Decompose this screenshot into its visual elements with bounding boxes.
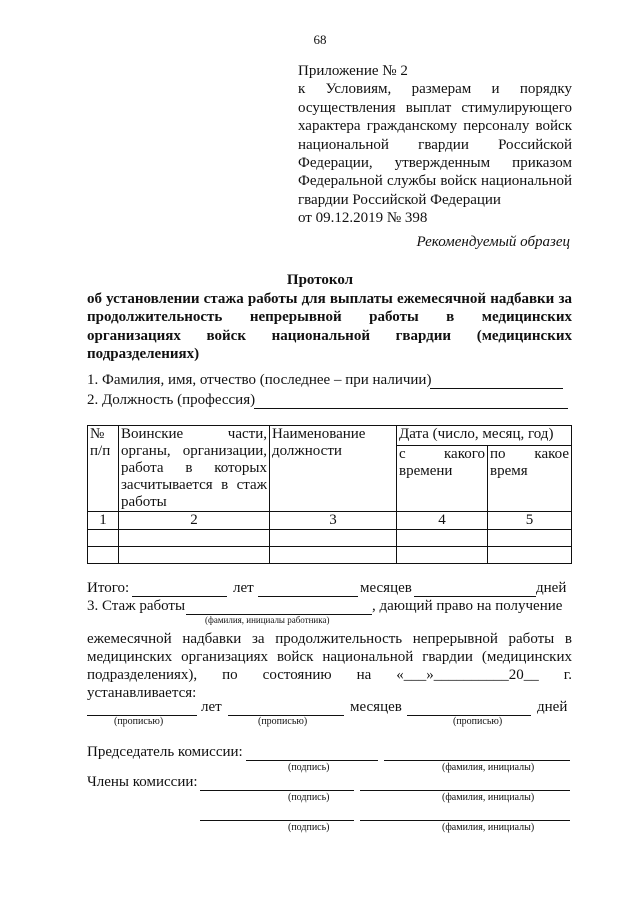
appendix-line: осуществления выплат стимулирующего <box>298 99 572 116</box>
appendix-line: национальной гвардии Российской <box>298 136 572 153</box>
protocol-subtitle <box>87 290 572 364</box>
chair-sign-caption: (подпись) <box>288 762 330 773</box>
totals-label: Итого: <box>87 580 130 596</box>
appendix-line: гвардии Российской Федерации <box>298 191 501 208</box>
field-fio-label: 1. Фамилия, имя, отчество (последнее – при наличии) <box>87 372 432 388</box>
totals-years-label: лет <box>233 580 254 596</box>
appendix-title: Приложение № 2 <box>298 63 408 79</box>
appendix-line: Федерации, утвержденным приказом <box>298 155 572 172</box>
header-from: с какого времени <box>397 446 488 512</box>
members-label: Члены комиссии: <box>87 774 198 790</box>
table-cell[interactable] <box>88 530 119 547</box>
member1-sign-caption: (подпись) <box>288 792 330 803</box>
table-cell[interactable] <box>488 547 572 564</box>
subtitle-line: об установлении стажа работы для выплаты ежемесячной надбавки за <box>87 291 572 307</box>
member1-sign-line[interactable] <box>200 790 354 791</box>
protocol-title: Протокол <box>286 272 354 288</box>
field-position-line[interactable] <box>254 408 568 409</box>
stazh-line-3: медицинских организациях войск национальной гвардии (медицинских <box>87 649 572 665</box>
totals-months-label: месяцев <box>360 580 412 596</box>
chair-name-line[interactable] <box>384 760 570 761</box>
appendix-line: Федеральной службы войск национальной <box>298 173 572 190</box>
field-position-label: 2. Должность (профессия) <box>87 392 256 408</box>
stazh-line-2: ежемесячной надбавки за продолжительность непрерывной работы в <box>87 631 572 647</box>
col-number: 2 <box>119 512 270 530</box>
table-cell[interactable] <box>397 530 488 547</box>
install-caption-months: (прописью) <box>258 716 308 727</box>
totals-days-label: дней <box>536 580 567 596</box>
header-to: по какое время <box>488 446 572 512</box>
stazh-caption: (фамилия, инициалы работника) <box>205 615 330 625</box>
header-date: Дата (число, месяц, год) <box>397 426 572 446</box>
appendix-block <box>298 62 572 228</box>
subtitle-line: организациях войск национальной гвардии (медицинских <box>87 327 572 344</box>
appendix-line: характера гражданскому персоналу войск <box>298 118 572 135</box>
col-number: 4 <box>397 512 488 530</box>
table-cell[interactable] <box>270 547 397 564</box>
member2-name-caption: (фамилия, инициалы) <box>442 822 535 833</box>
totals-days-line[interactable] <box>414 596 536 597</box>
totals-months-line[interactable] <box>258 596 358 597</box>
col-number: 1 <box>88 512 119 530</box>
chair-name-caption: (фамилия, инициалы) <box>442 762 535 773</box>
table-cell[interactable] <box>88 547 119 564</box>
member2-sign-caption: (подпись) <box>288 822 330 833</box>
table-cell[interactable] <box>270 530 397 547</box>
install-caption-years: (прописью) <box>114 716 164 727</box>
totals-years-line[interactable] <box>132 596 227 597</box>
stazh-line-5: устанавливается: <box>87 685 197 701</box>
col-number: 3 <box>270 512 397 530</box>
appendix-line: от 09.12.2019 № 398 <box>298 210 428 227</box>
table-cell[interactable] <box>397 547 488 564</box>
appendix-line: к Условиям, размерам и порядку <box>298 81 572 98</box>
install-years-label: лет <box>201 699 222 715</box>
member2-name-line[interactable] <box>360 820 570 821</box>
date-input[interactable]: «___»__________20__ <box>396 667 539 683</box>
header-units: Воинские части, органы, организации, работа в которых засчитывается в стаж работы <box>119 426 270 512</box>
subtitle-line: подразделениях) <box>87 346 200 363</box>
table-cell[interactable] <box>488 530 572 547</box>
chair-label: Председатель комиссии: <box>87 744 243 760</box>
stazh-label: 3. Стаж работы <box>87 598 186 614</box>
table-cell[interactable] <box>119 547 270 564</box>
member2-sign-line[interactable] <box>200 820 354 821</box>
stazh-right: , дающий право на получение <box>372 598 563 614</box>
member1-name-line[interactable] <box>360 790 570 791</box>
field-fio-line[interactable] <box>430 388 563 389</box>
subtitle-line: продолжительность непрерывной работы в медицинских <box>87 309 572 326</box>
table-cell[interactable] <box>119 530 270 547</box>
install-days-label: дней <box>537 699 568 715</box>
recommended-sample: Рекомендуемый образец <box>416 234 570 250</box>
stazh-table <box>87 425 572 564</box>
header-num: № п/п <box>88 426 119 512</box>
install-months-label: месяцев <box>350 699 402 715</box>
page-number: 68 <box>313 32 327 47</box>
col-number: 5 <box>488 512 572 530</box>
stazh-line-4: подразделениях), по состоянию на «___»__________20__ г. <box>87 667 572 683</box>
header-position: Наименование должности <box>270 426 397 512</box>
install-caption-days: (прописью) <box>453 716 503 727</box>
chair-sign-line[interactable] <box>246 760 378 761</box>
member1-name-caption: (фамилия, инициалы) <box>442 792 535 803</box>
